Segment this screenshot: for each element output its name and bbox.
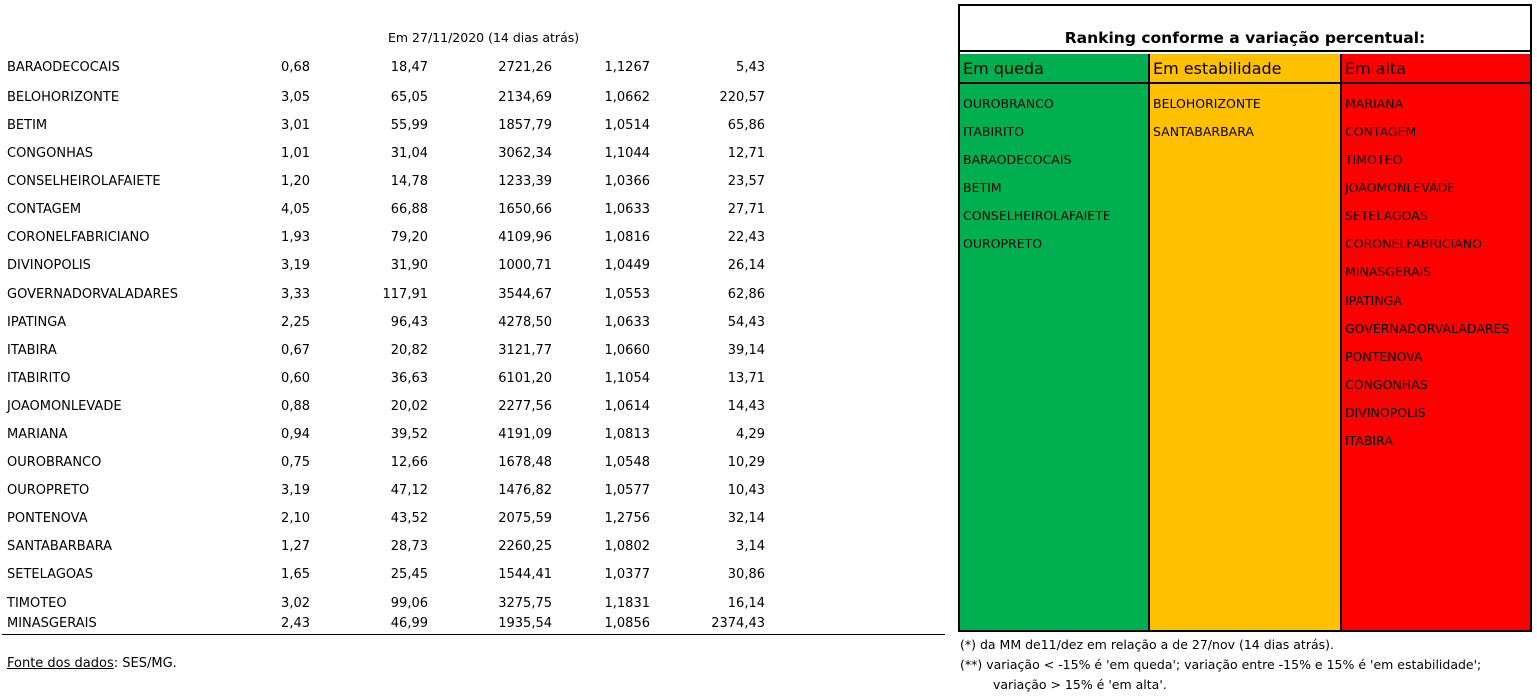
table-row xyxy=(0,511,790,527)
row-value-3: 1650,66 xyxy=(498,202,552,217)
row-value-5: 54,43 xyxy=(727,315,765,330)
row-value-4: 1,1267 xyxy=(604,60,650,75)
row-value-5: 26,14 xyxy=(727,258,765,273)
row-value-2: 96,43 xyxy=(390,315,428,330)
row-name: BELOHORIZONTE xyxy=(7,90,120,105)
row-value-1: 0,68 xyxy=(281,60,310,75)
row-value-3: 3062,34 xyxy=(498,146,552,161)
row-value-4: 1,0377 xyxy=(604,567,650,582)
table-row xyxy=(0,596,790,612)
row-value-3: 1857,79 xyxy=(498,118,552,133)
table-row xyxy=(0,343,790,359)
row-name: ITABIRA xyxy=(7,343,57,358)
row-value-2: 25,45 xyxy=(390,567,428,582)
row-value-1: 3,33 xyxy=(281,287,310,302)
row-value-4: 1,0553 xyxy=(604,287,650,302)
row-value-5: 2374,43 xyxy=(711,616,765,631)
ranking-item: OUROPRETO xyxy=(963,236,1043,251)
row-value-3: 6101,20 xyxy=(498,371,552,386)
row-value-5: 10,29 xyxy=(727,455,765,470)
row-value-1: 2,43 xyxy=(281,616,310,631)
table-row xyxy=(0,118,790,134)
row-value-1: 2,10 xyxy=(281,511,310,526)
row-value-2: 47,12 xyxy=(390,483,428,498)
row-value-3: 3544,67 xyxy=(498,287,552,302)
ranking-item: OUROBRANCO xyxy=(963,96,1054,111)
row-name: CORONELFABRICIANO xyxy=(7,230,150,245)
row-value-2: 66,88 xyxy=(390,202,428,217)
ranking-item: CONSELHEIROLAFAIETE xyxy=(963,208,1111,223)
row-value-3: 2277,56 xyxy=(498,399,552,414)
row-value-2: 14,78 xyxy=(390,174,428,189)
table-row xyxy=(0,287,790,303)
ranking-item: CONGONHAS xyxy=(1345,377,1428,392)
table-row xyxy=(0,371,790,387)
data-source xyxy=(7,656,177,672)
row-value-4: 1,0366 xyxy=(604,174,650,189)
table-row xyxy=(0,567,790,583)
row-value-2: 20,02 xyxy=(390,399,428,414)
row-value-5: 4,29 xyxy=(736,427,765,442)
ranking-item: BELOHORIZONTE xyxy=(1153,96,1261,111)
row-value-3: 3121,77 xyxy=(498,343,552,358)
row-name: SETELAGOAS xyxy=(7,567,94,582)
row-value-1: 0,75 xyxy=(281,455,310,470)
ranking-item: SANTABARBARA xyxy=(1153,124,1254,139)
row-name: CONGONHAS xyxy=(7,146,93,161)
table-row xyxy=(0,539,790,555)
table-row xyxy=(0,146,790,162)
row-value-4: 1,0633 xyxy=(604,315,650,330)
table-row xyxy=(0,315,790,331)
ranking-item: SETELAGOAS xyxy=(1345,208,1428,223)
row-value-5: 10,43 xyxy=(727,483,765,498)
row-value-5: 14,43 xyxy=(727,399,765,414)
row-value-2: 99,06 xyxy=(390,596,428,611)
row-value-3: 2134,69 xyxy=(498,90,552,105)
ranking-item: DIVINOPOLIS xyxy=(1345,405,1426,420)
row-value-4: 1,0577 xyxy=(604,483,650,498)
row-name: SANTABARBARA xyxy=(7,539,112,554)
row-value-4: 1,1054 xyxy=(604,371,650,386)
row-value-4: 1,2756 xyxy=(604,511,650,526)
row-value-4: 1,0514 xyxy=(604,118,650,133)
row-value-2: 31,90 xyxy=(390,258,428,273)
source-value: : SES/MG. xyxy=(113,656,177,671)
row-value-3: 2075,59 xyxy=(498,511,552,526)
table-bottom-rule xyxy=(2,634,945,635)
row-value-3: 3275,75 xyxy=(498,596,552,611)
table-row xyxy=(0,616,790,632)
row-value-5: 12,71 xyxy=(727,146,765,161)
row-value-1: 3,01 xyxy=(281,118,310,133)
row-value-3: 1678,48 xyxy=(498,455,552,470)
row-value-5: 65,86 xyxy=(727,118,765,133)
row-value-3: 1544,41 xyxy=(498,567,552,582)
column-em-alta xyxy=(1342,54,1530,630)
table-row xyxy=(0,60,790,76)
row-name: CONSELHEIROLAFAIETE xyxy=(7,174,161,189)
row-value-1: 1,20 xyxy=(281,174,310,189)
ranking-item: ITABIRA xyxy=(1345,433,1393,448)
row-value-5: 5,43 xyxy=(736,60,765,75)
row-value-5: 16,14 xyxy=(727,596,765,611)
row-value-1: 3,05 xyxy=(281,90,310,105)
row-value-1: 4,05 xyxy=(281,202,310,217)
row-name: IPATINGA xyxy=(7,315,67,330)
row-value-1: 1,93 xyxy=(281,230,310,245)
row-name: BARAODECOCAIS xyxy=(7,60,120,75)
table-row xyxy=(0,258,790,274)
ranking-item: CORONELFABRICIANO xyxy=(1345,236,1482,251)
row-value-4: 1,0548 xyxy=(604,455,650,470)
row-value-2: 43,52 xyxy=(390,511,428,526)
table-row xyxy=(0,230,790,246)
ranking-item: TIMOTEO xyxy=(1345,152,1403,167)
row-value-2: 36,63 xyxy=(390,371,428,386)
row-value-5: 39,14 xyxy=(727,343,765,358)
row-value-2: 20,82 xyxy=(390,343,428,358)
column-header-em-alta: Em alta xyxy=(1342,54,1530,84)
row-value-4: 1,0449 xyxy=(604,258,650,273)
row-value-3: 1935,54 xyxy=(498,616,552,631)
row-value-3: 2260,25 xyxy=(498,539,552,554)
row-value-1: 3,19 xyxy=(281,483,310,498)
row-value-1: 2,25 xyxy=(281,315,310,330)
row-value-5: 32,14 xyxy=(727,511,765,526)
row-value-5: 23,57 xyxy=(727,174,765,189)
row-name: ITABIRITO xyxy=(7,371,71,386)
table-row xyxy=(0,427,790,443)
ranking-item: MINASGERAIS xyxy=(1345,264,1432,279)
row-value-3: 4191,09 xyxy=(498,427,552,442)
row-value-5: 220,57 xyxy=(719,90,765,105)
footnote-3: variação > 15% é 'em alta'. xyxy=(993,677,1167,692)
column-em-estabilidade xyxy=(1150,54,1342,630)
row-value-1: 3,19 xyxy=(281,258,310,273)
row-value-2: 39,52 xyxy=(390,427,428,442)
column-em-queda xyxy=(960,54,1150,630)
row-value-4: 1,0802 xyxy=(604,539,650,554)
ranking-item: GOVERNADORVALADARES xyxy=(1345,321,1510,336)
footnote-2: (**) variação < -15% é 'em queda'; variação entre -15% e 15% é 'em estabilidade'; xyxy=(960,657,1482,672)
source-label: Fonte dos dados xyxy=(7,656,114,671)
row-value-4: 1,0633 xyxy=(604,202,650,217)
ranking-item: BETIM xyxy=(963,180,1002,195)
ranking-title: Ranking conforme a variação percentual: xyxy=(960,6,1530,52)
table-row xyxy=(0,399,790,415)
row-name: DIVINOPOLIS xyxy=(7,258,91,273)
row-value-3: 2721,26 xyxy=(498,60,552,75)
row-value-2: 117,91 xyxy=(382,287,428,302)
row-value-1: 0,60 xyxy=(281,371,310,386)
row-value-5: 3,14 xyxy=(736,539,765,554)
row-name: BETIM xyxy=(7,118,48,133)
row-name: MARIANA xyxy=(7,427,68,442)
row-value-4: 1,0813 xyxy=(604,427,650,442)
row-value-5: 13,71 xyxy=(727,371,765,386)
row-value-4: 1,0856 xyxy=(604,616,650,631)
row-value-3: 1000,71 xyxy=(498,258,552,273)
ranking-item: JOAOMONLEVADE xyxy=(1345,180,1456,195)
row-value-3: 4109,96 xyxy=(498,230,552,245)
row-value-2: 31,04 xyxy=(390,146,428,161)
ranking-item: PONTENOVA xyxy=(1345,349,1423,364)
row-name: GOVERNADORVALADARES xyxy=(7,287,178,302)
ranking-item: BARAODECOCAIS xyxy=(963,152,1072,167)
table-row xyxy=(0,90,790,106)
row-name: TIMOTEO xyxy=(7,596,67,611)
row-value-5: 22,43 xyxy=(727,230,765,245)
row-value-4: 1,1044 xyxy=(604,146,650,161)
row-value-4: 1,0816 xyxy=(604,230,650,245)
ranking-item: MARIANA xyxy=(1345,96,1404,111)
row-value-5: 27,71 xyxy=(727,202,765,217)
row-value-1: 0,67 xyxy=(281,343,310,358)
table-row xyxy=(0,455,790,471)
row-value-2: 28,73 xyxy=(390,539,428,554)
row-value-4: 1,0660 xyxy=(604,343,650,358)
row-value-4: 1,1831 xyxy=(604,596,650,611)
column-header-em-estabilidade: Em estabilidade xyxy=(1150,54,1340,84)
ranking-item: IPATINGA xyxy=(1345,293,1402,308)
row-value-1: 0,94 xyxy=(281,427,310,442)
row-value-1: 1,65 xyxy=(281,567,310,582)
footnote-1: (*) da MM de11/dez em relação a de 27/nov (14 dias atrás). xyxy=(960,637,1334,652)
row-value-1: 3,02 xyxy=(281,596,310,611)
column-header-em-queda: Em queda xyxy=(960,54,1148,84)
row-name: MINASGERAIS xyxy=(7,616,97,631)
row-value-3: 1476,82 xyxy=(498,483,552,498)
row-value-2: 46,99 xyxy=(390,616,428,631)
table-row xyxy=(0,202,790,218)
row-value-3: 1233,39 xyxy=(498,174,552,189)
row-name: OUROPRETO xyxy=(7,483,90,498)
table-row xyxy=(0,483,790,499)
row-value-2: 65,05 xyxy=(390,90,428,105)
row-name: OUROBRANCO xyxy=(7,455,102,470)
row-value-1: 0,88 xyxy=(281,399,310,414)
row-value-4: 1,0662 xyxy=(604,90,650,105)
row-value-3: 4278,50 xyxy=(498,315,552,330)
row-value-2: 12,66 xyxy=(390,455,428,470)
row-value-1: 1,27 xyxy=(281,539,310,554)
row-value-2: 18,47 xyxy=(390,60,428,75)
row-name: CONTAGEM xyxy=(7,202,82,217)
row-value-2: 79,20 xyxy=(390,230,428,245)
row-value-5: 62,86 xyxy=(727,287,765,302)
row-value-2: 55,99 xyxy=(390,118,428,133)
row-value-4: 1,0614 xyxy=(604,399,650,414)
row-value-5: 30,86 xyxy=(727,567,765,582)
row-name: PONTENOVA xyxy=(7,511,88,526)
row-name: JOAOMONLEVADE xyxy=(7,399,122,414)
ranking-item: ITABIRITO xyxy=(963,124,1025,139)
date-header: Em 27/11/2020 (14 dias atrás) xyxy=(388,30,580,45)
row-value-1: 1,01 xyxy=(281,146,310,161)
table-row xyxy=(0,174,790,190)
ranking-panel xyxy=(958,4,1532,632)
ranking-item: CONTAGEM xyxy=(1345,124,1417,139)
